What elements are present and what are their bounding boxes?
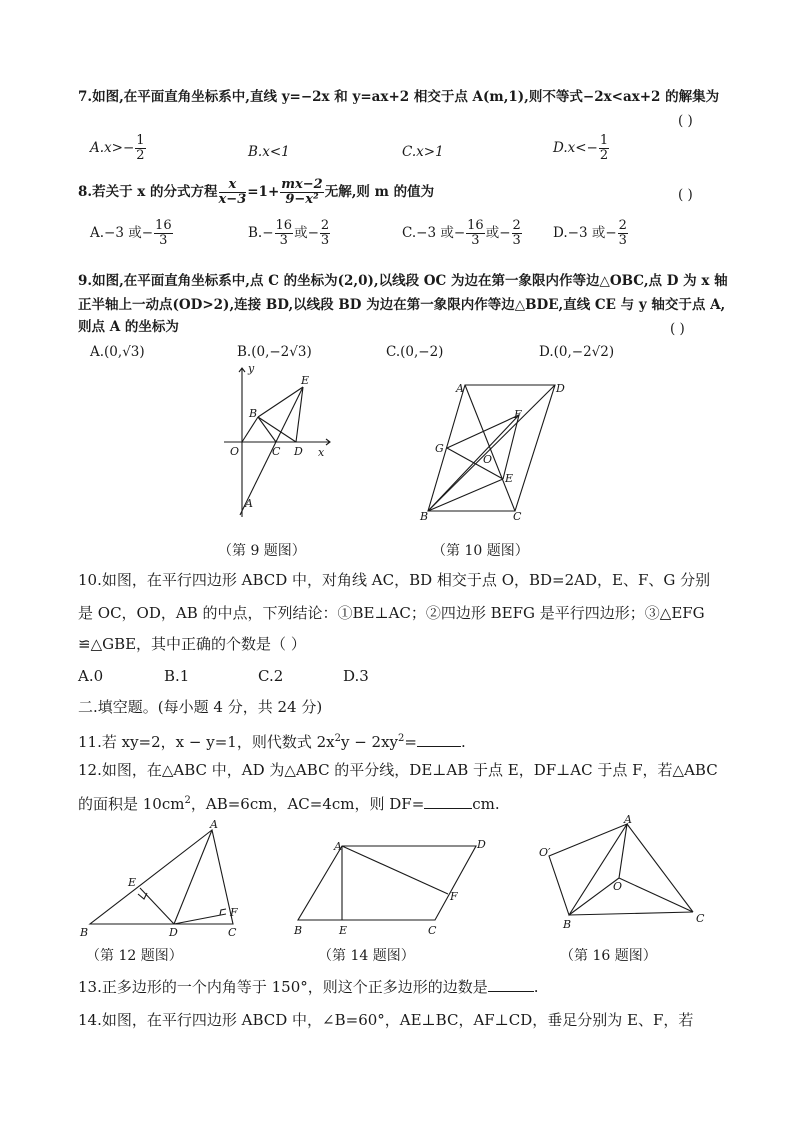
fig9-label-d: D (294, 445, 303, 458)
fig12-label-f: F (230, 906, 238, 919)
fig9-label-a: A (245, 497, 253, 510)
fig14-label-b: B (294, 924, 303, 937)
q10-line-2: 是 OC，OD，AB 的中点，下列结论：①BE⊥AC；②四边形 BEFG 是平行四边形；③△EFG (78, 604, 705, 622)
q7-option-b: B.x<1 (248, 144, 290, 160)
fig9-label-x: x (318, 446, 325, 459)
q7-text: 7.如图,在平面直角坐标系中,直线 y=−2x 和 y=ax+2 相交于点 A(m,1),则不等式−2x<ax+2 的解集为 (78, 89, 720, 105)
q10-option-d: D.3 (343, 667, 369, 685)
fig9-caption: （第 9 题图） (218, 543, 306, 559)
q9-line-3: 则点 A 的坐标为 (78, 319, 179, 335)
fig10-label-g: G (435, 442, 444, 455)
q8-bracket: ( ) (678, 187, 693, 203)
fig10-label-b: B (420, 510, 429, 523)
q9-option-a: A.(0,√3) (90, 344, 145, 360)
q7-bracket: ( ) (678, 113, 693, 129)
q12-line-2: 的面积是 $10cm^2$，AB=6cm，AC=4cm，则 DF= cm. (78, 795, 500, 813)
q11-text: 11.若 xy=2，x − y=1，则代数式 $2x^2y - 2xy^2=$ . (78, 733, 466, 751)
q8-option-c: C.−3 或− $\frac{16}{3}$ 或− $\frac{2}{3}$ (402, 218, 521, 248)
fig10-label-e: E (505, 472, 514, 485)
q7-option-d: D.x<− $\frac{1}{2}$ (553, 133, 609, 163)
q9-bracket: ( ) (670, 321, 685, 337)
q13-answer-blank[interactable] (488, 977, 534, 992)
fig12-label-e: E (128, 876, 137, 889)
q9-line-2: 正半轴上一动点(OD>2),连接 BD,以线段 BD 为边在第一象限内作等边△BDE,直线 CE 与 y 轴交于点 A, (78, 297, 726, 313)
fig14-label-d: D (477, 838, 486, 851)
section-2-heading: 二.填空题。(每小题 4 分，共 24 分) (78, 698, 323, 716)
q9-option-d: D.(0,−2√2) (539, 344, 615, 360)
fig10-label-d: D (556, 382, 565, 395)
fig9-label-o: O (230, 445, 240, 458)
fig14-label-e: E (339, 924, 348, 937)
q11-answer-blank[interactable] (417, 732, 461, 747)
fig14-label-f: F (450, 890, 458, 903)
figure-14 (290, 832, 495, 942)
fig10-label-o: O (483, 453, 493, 466)
q8-text: 8.若关于 x 的分式方程 $\frac{x}{x-3}$ =1+ $\frac{mx-2}{\text{9−x²}}$ 无解,则 m 的值为 (78, 177, 435, 207)
fig14-label-c: C (428, 924, 437, 937)
figure-9 (218, 362, 338, 522)
fig12-label-d: D (169, 926, 178, 939)
fig16-label-o-prime: O′ (539, 846, 551, 859)
fig10-label-a: A (456, 382, 464, 395)
figure-10 (415, 378, 575, 528)
q7-option-c: C.x>1 (402, 144, 444, 160)
fig14-label-a: A (334, 840, 342, 853)
fig10-label-c: C (513, 510, 522, 523)
figure-16 (535, 812, 715, 940)
q10-option-b: B.1 (164, 667, 190, 685)
q10-line-3: ≌△GBE，其中正确的个数是（ ） (78, 635, 306, 653)
q9-option-b: B.(0,−2√3) (237, 344, 312, 360)
q10-line-1: 10.如图，在平行四边形 ABCD 中，对角线 AC，BD 相交于点 O，BD=2AD，E、F、G 分别 (78, 571, 711, 589)
fig16-caption: （第 16 题图） (560, 948, 657, 964)
q10-option-c: C.2 (258, 667, 284, 685)
q14-line-1: 14.如图，在平行四边形 ABCD 中，∠B=60°，AE⊥BC，AF⊥CD，垂足分别为 E、F，若 (78, 1011, 694, 1029)
fig9-label-y: y (248, 362, 255, 375)
fig14-caption: （第 14 题图） (318, 948, 415, 964)
q13-text: 13.正多边形的一个内角等于 150°，则这个正多边形的边数是 . (78, 978, 539, 996)
q9-line-1: 9.如图,在平面直角坐标系中,点 C 的坐标为(2,0),以线段 OC 为边在第一象限内作等边△OBC,点 D 为 x 轴 (78, 273, 728, 289)
fig12-label-b: B (80, 926, 89, 939)
fig9-label-e: E (301, 374, 310, 387)
q8-option-d: D.−3 或− $\frac{2}{3}$ (553, 218, 627, 248)
fig12-label-a: A (210, 818, 218, 831)
fig9-label-c: C (272, 445, 281, 458)
fig12-caption: （第 12 题图） (86, 948, 183, 964)
fig12-label-c: C (228, 926, 237, 939)
fig16-label-a: A (624, 813, 632, 826)
fig16-label-b: B (563, 918, 572, 931)
q12-answer-blank[interactable] (424, 794, 472, 809)
fig9-label-b: B (249, 407, 258, 420)
fig16-label-c: C (696, 912, 705, 925)
q7-option-a: A.x>− $\frac{1}{2}$ (90, 133, 145, 163)
q8-option-b: B.− $\frac{16}{3}$ 或− $\frac{2}{3}$ (248, 218, 330, 248)
q10-option-a: A.0 (78, 667, 104, 685)
q8-option-a: A.−3 或− $\frac{16}{3}$ (90, 218, 172, 248)
fig10-caption: （第 10 题图） (432, 543, 529, 559)
fig10-label-f: F (514, 408, 522, 421)
q12-line-1: 12.如图，在△ABC 中，AD 为△ABC 的平分线，DE⊥AB 于点 E，DF⊥AC 于点 F，若△ABC (78, 761, 718, 779)
figure-12 (76, 818, 248, 940)
q9-option-c: C.(0,−2) (386, 344, 444, 360)
fig16-label-o: O (613, 880, 623, 893)
